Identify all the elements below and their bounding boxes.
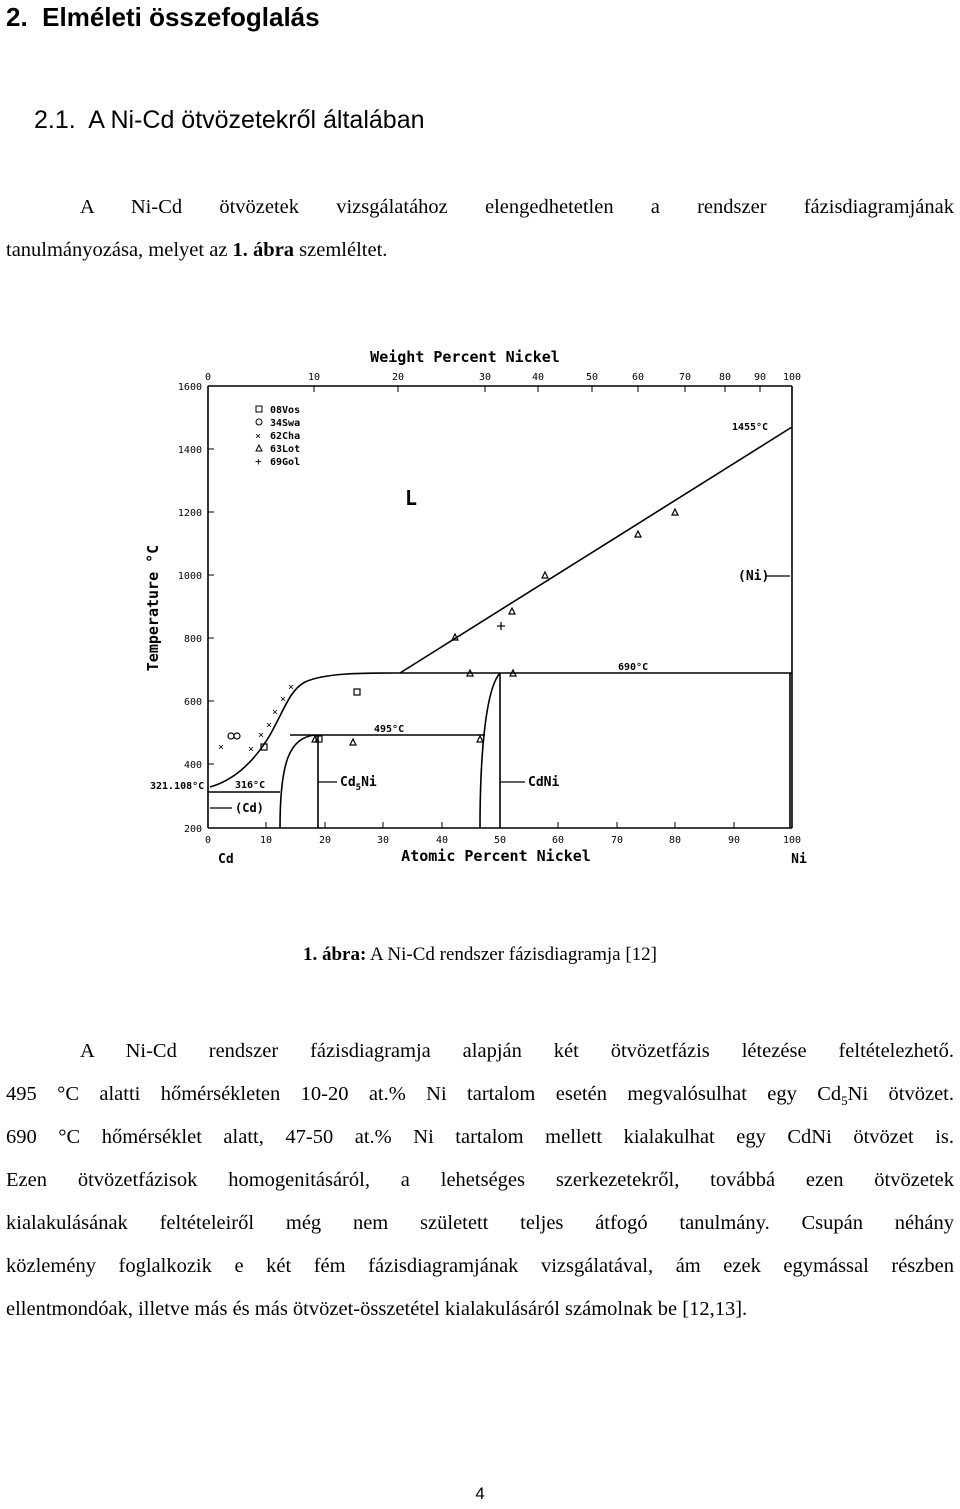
y-axis-title: Temperature °C	[144, 544, 162, 672]
bottom-tick-label: 80	[668, 835, 682, 846]
body-line-6: közlemény foglalkozik e két fém fázisdiagramjának vizsgálatával, ám ezek egymással részben	[6, 1255, 954, 1277]
marker: ×	[218, 742, 225, 753]
top-tick-label: 30	[478, 372, 492, 383]
top-tick-label: 20	[391, 372, 405, 383]
intro-text-post: szemléltet.	[294, 239, 388, 261]
y-tick-label: 600	[183, 697, 202, 708]
body-line-2	[6, 1073, 954, 1122]
legend-marker: +	[255, 455, 262, 468]
phase-liquid-label: L	[405, 486, 418, 510]
section-heading	[6, 0, 320, 34]
marker: ×	[258, 730, 265, 741]
bottom-axis-title: Atomic Percent Nickel	[401, 847, 591, 865]
y-tick-label: 800	[183, 634, 202, 645]
bottom-tick-label: 20	[318, 835, 332, 846]
legend-marker: ×	[255, 431, 262, 442]
caption-text: A Ni-Cd rendszer fázisdiagramja [12]	[366, 944, 658, 965]
phase-ni-label: (Ni)	[738, 569, 770, 584]
figure-reference: 1. ábra	[232, 239, 295, 261]
cdni-label: CdNi	[528, 775, 560, 790]
subsection-number: 2.1.	[34, 106, 76, 134]
cd5ni-label-main: Cd	[340, 775, 356, 790]
y-tick-label: 1000	[177, 571, 202, 582]
temp-316-label: 316°C	[235, 780, 266, 791]
temp-690-label: 690°C	[618, 662, 649, 673]
body-line-4: Ezen ötvözetfázisok homogenitásáról, a lehetséges szerkezetekről, továbbá ezen ötvözetek	[6, 1169, 954, 1191]
y-tick-label: 1200	[177, 508, 202, 519]
marker: ×	[280, 694, 287, 705]
top-tick-label: 40	[531, 372, 545, 383]
bottom-tick-label: 100	[782, 835, 802, 846]
cd-end-label: Cd	[218, 852, 234, 867]
legend-entry: 34Swa	[270, 418, 301, 429]
top-tick-label: 100	[782, 372, 802, 383]
legend-entry: 69Gol	[270, 457, 301, 468]
phase-cd-label: (Cd)	[235, 801, 264, 815]
y-tick-label: 400	[183, 760, 202, 771]
subsection-title: A Ni-Cd ötvözetekről általában	[88, 106, 425, 134]
marker: ×	[272, 707, 279, 718]
figure-caption	[0, 940, 960, 970]
top-tick-label: 0	[204, 372, 212, 383]
top-tick-label: 50	[585, 372, 599, 383]
marker: ×	[248, 744, 255, 755]
phase-diagram	[140, 340, 820, 880]
bottom-tick-label: 50	[493, 835, 507, 846]
y-tick-label: 1400	[177, 445, 202, 456]
caption-ref: 1. ábra:	[302, 944, 367, 965]
legend-entry: 63Lot	[270, 444, 301, 455]
bottom-tick-label: 30	[376, 835, 390, 846]
bottom-tick-label: 0	[204, 835, 212, 846]
page-number: 4	[475, 1484, 485, 1503]
bottom-tick-label: 40	[435, 835, 449, 846]
legend-entry: 08Vos	[270, 405, 301, 416]
intro-line-2	[6, 229, 954, 272]
body-line-2-post: Ni ötvözet.	[847, 1083, 954, 1105]
temp-1455-label: 1455°C	[731, 422, 769, 433]
legend-entry: 62Cha	[270, 431, 301, 442]
top-tick-label: 10	[307, 372, 321, 383]
cd5ni-label-tail: Ni	[361, 775, 377, 790]
bottom-tick-label: 60	[551, 835, 565, 846]
cd5ni-label-sub: 5	[355, 783, 362, 793]
body-line-2-sub: 5	[841, 1093, 848, 1109]
section-title: Elméleti összefoglalás	[42, 2, 320, 32]
body-line-5: kialakulásának feltételeiről még nem született teljes átfogó tanulmány. Csupán néhány	[6, 1212, 954, 1234]
temp-495-label: 495°C	[374, 724, 405, 735]
marker: ×	[266, 720, 273, 731]
body-line-1: A Ni-Cd rendszer fázisdiagramja alapján két ötvözetfázis létezése feltételezhető.	[80, 1040, 954, 1062]
y-tick-label: 200	[183, 824, 202, 835]
top-tick-label: 80	[718, 372, 732, 383]
marker: ×	[288, 682, 295, 693]
body-line-2-pre: 495 °C alatti hőmérsékleten 10-20 at.% Ni tartalom esetén megvalósulhat egy Cd	[6, 1083, 842, 1105]
body-line-7: ellentmondóak, illetve más és más ötvözet-összetétel kialakulásáról számolnak be [12,13].	[6, 1298, 748, 1320]
bottom-tick-label: 90	[727, 835, 741, 846]
subsection-heading	[34, 103, 425, 137]
temp-321-label: 321.108°C	[150, 781, 205, 792]
top-tick-label: 70	[678, 372, 692, 383]
ni-end-label: Ni	[791, 852, 807, 867]
bottom-tick-label: 70	[610, 835, 624, 846]
bottom-tick-label: 10	[259, 835, 273, 846]
section-number: 2.	[6, 2, 28, 32]
intro-text-pre: tanulmányozása, melyet az	[6, 239, 233, 261]
y-tick-label: 1600	[177, 382, 202, 393]
body-line-3: 690 °C hőmérséklet alatt, 47-50 at.% Ni tartalom mellett kialakulhat egy CdNi ötvözet is.	[6, 1126, 954, 1148]
intro-line-1: A Ni-Cd ötvözetek vizsgálatához elengedhetetlen a rendszer fázisdiagramjának	[80, 196, 954, 218]
top-axis-title: Weight Percent Nickel	[370, 348, 560, 366]
top-tick-label: 90	[753, 372, 767, 383]
top-tick-label: 60	[631, 372, 645, 383]
